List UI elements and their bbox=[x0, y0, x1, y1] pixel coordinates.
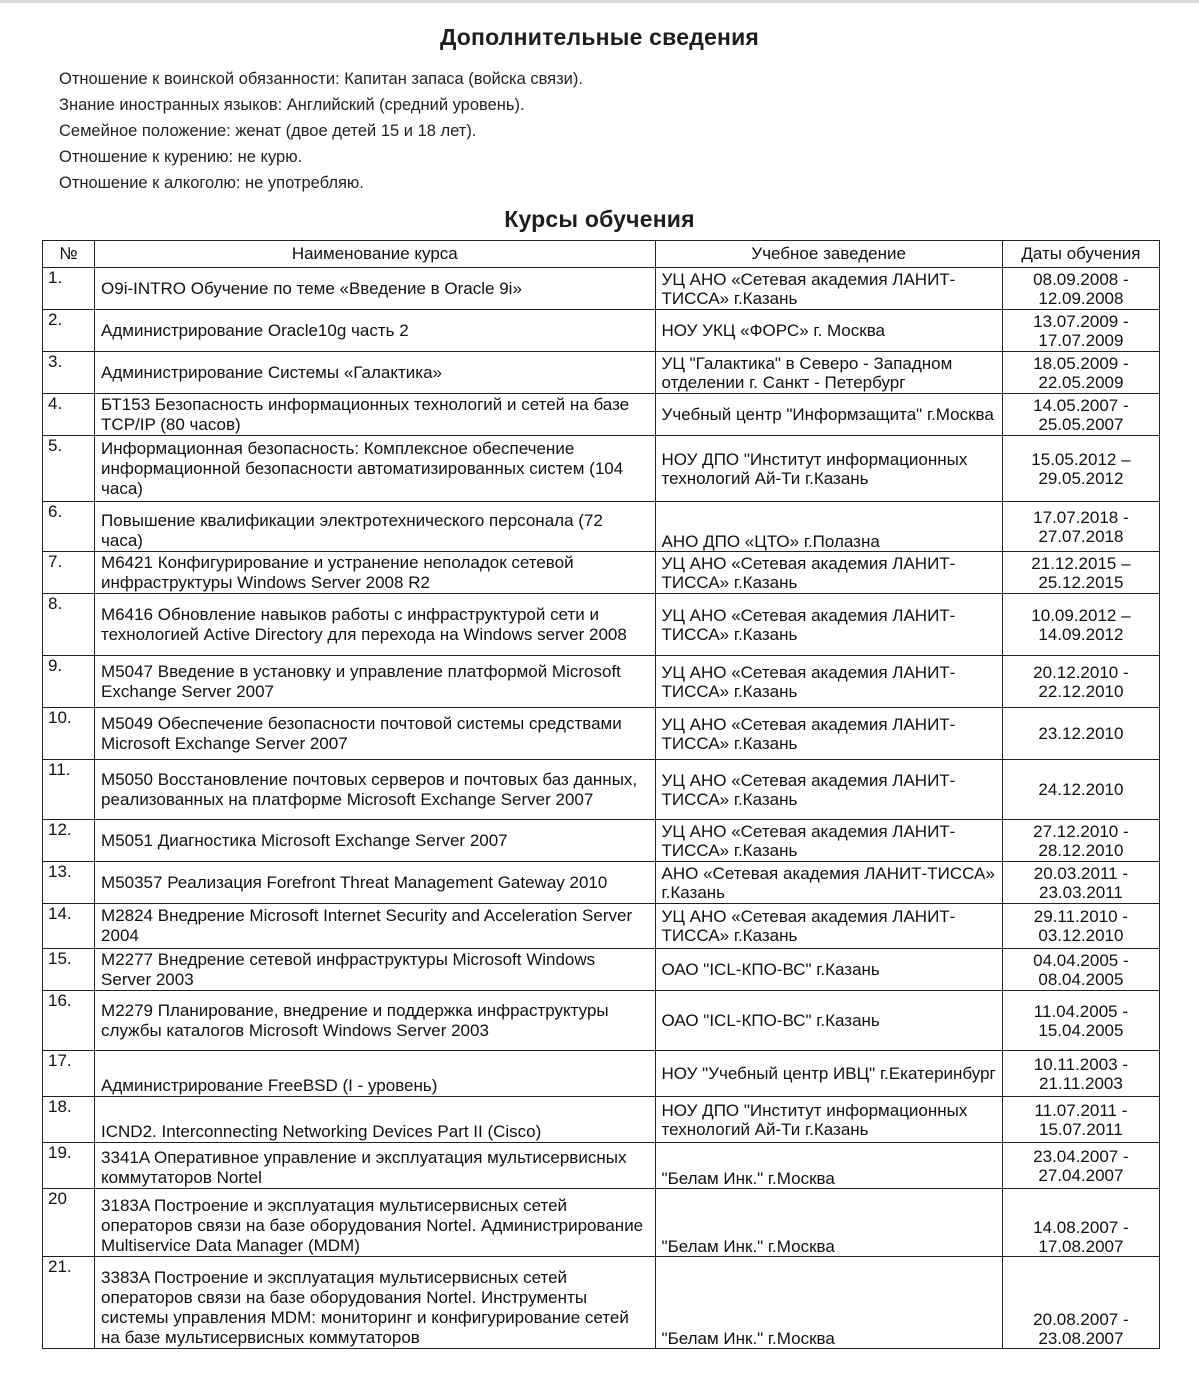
row-number: 9. bbox=[43, 656, 95, 708]
table-row bbox=[43, 394, 1160, 436]
header-institution: Учебное заведение bbox=[655, 241, 1002, 268]
course-name: M2277 Внедрение сетевой инфраструктуры Microsoft Windows Server 2003 bbox=[95, 949, 656, 991]
course-name: M6416 Обновление навыков работы с инфраструктурой сети и технологией Active Directory для перехода на Windows server 2008 bbox=[95, 594, 656, 656]
table-row bbox=[43, 904, 1160, 949]
row-number: 16. bbox=[43, 991, 95, 1051]
table-row bbox=[43, 1257, 1160, 1349]
institution: Учебный центр "Информзащита" г.Москва bbox=[655, 394, 1002, 436]
table-row bbox=[43, 656, 1160, 708]
row-number: 15. bbox=[43, 949, 95, 991]
institution: НОУ ДПО "Институт информационных технологий Ай-Ти г.Казань bbox=[655, 1097, 1002, 1143]
institution: УЦ АНО «Сетевая академия ЛАНИТ-ТИССА» г.Казань bbox=[655, 820, 1002, 862]
section-title-additional-info: Дополнительные сведения bbox=[439, 24, 760, 50]
course-name: ICND2. Interconnecting Networking Devices Part II (Cisco) bbox=[95, 1097, 656, 1143]
row-number: 19. bbox=[43, 1143, 95, 1189]
course-name: Администрирование FreeBSD (I - уровень) bbox=[95, 1051, 656, 1097]
institution: УЦ АНО «Сетевая академия ЛАНИТ-ТИССА» г.Казань bbox=[655, 656, 1002, 708]
table-row bbox=[43, 1097, 1160, 1143]
row-number: 14. bbox=[43, 904, 95, 949]
table-row bbox=[43, 1143, 1160, 1189]
row-number: 20 bbox=[43, 1189, 95, 1257]
course-dates: 27.12.2010 - 28.12.2010 bbox=[1002, 820, 1159, 862]
table-row bbox=[43, 949, 1160, 991]
table-row bbox=[43, 594, 1160, 656]
row-number: 17. bbox=[43, 1051, 95, 1097]
institution: "Белам Инк." г.Москва bbox=[655, 1257, 1002, 1349]
course-name: M5051 Диагностика Microsoft Exchange Server 2007 bbox=[95, 820, 656, 862]
table-row bbox=[43, 1189, 1160, 1257]
course-name: 3383A Построение и эксплуатация мультисервисных сетей операторов связи на базе оборудования Nortel. Инструменты системы управления MDM: мониторинг и конфигурирование сетей на базе мультисервисных коммутаторов bbox=[95, 1257, 656, 1349]
institution: УЦ АНО «Сетевая академия ЛАНИТ-ТИССА» г.Казань bbox=[655, 268, 1002, 310]
institution: УЦ АНО «Сетевая академия ЛАНИТ-ТИССА» г.Казань bbox=[655, 760, 1002, 820]
row-number: 1. bbox=[43, 268, 95, 310]
institution: ОАО "ICL-КПО-ВС" г.Казань bbox=[655, 991, 1002, 1051]
course-name: Администрирование Oracle10g часть 2 bbox=[95, 310, 656, 352]
table-row bbox=[43, 310, 1160, 352]
info-line-smoking: Отношение к курению: не курю. bbox=[59, 148, 303, 166]
course-dates: 10.11.2003 - 21.11.2003 bbox=[1002, 1051, 1159, 1097]
course-dates: 08.09.2008 - 12.09.2008 bbox=[1002, 268, 1159, 310]
info-line-family: Семейное положение: женат (двое детей 15 и 18 лет). bbox=[59, 122, 477, 140]
row-number: 6. bbox=[43, 502, 95, 552]
course-dates: 11.07.2011 - 15.07.2011 bbox=[1002, 1097, 1159, 1143]
table-row bbox=[43, 552, 1160, 594]
course-dates: 24.12.2010 bbox=[1002, 760, 1159, 820]
course-name: Повышение квалификации электротехнического персонала (72 часа) bbox=[95, 502, 656, 552]
course-dates: 13.07.2009 - 17.07.2009 bbox=[1002, 310, 1159, 352]
institution: УЦ АНО «Сетевая академия ЛАНИТ-ТИССА» г.Казань bbox=[655, 708, 1002, 760]
row-number: 2. bbox=[43, 310, 95, 352]
course-dates: 20.08.2007 - 23.08.2007 bbox=[1002, 1257, 1159, 1349]
table-row bbox=[43, 352, 1160, 394]
row-number: 13. bbox=[43, 862, 95, 904]
institution: УЦ АНО «Сетевая академия ЛАНИТ-ТИССА» г.Казань bbox=[655, 904, 1002, 949]
header-course: Наименование курса bbox=[95, 241, 656, 268]
course-name: M2279 Планирование, внедрение и поддержка инфраструктуры службы каталогов Microsoft Windows Server 2003 bbox=[95, 991, 656, 1051]
course-name: 3183A Построение и эксплуатация мультисервисных сетей операторов связи на базе оборудования Nortel. Администрирование Multiservice Data Manager (MDM) bbox=[95, 1189, 656, 1257]
info-line-alcohol: Отношение к алкоголю: не употребляю. bbox=[59, 174, 364, 192]
course-dates: 10.09.2012 – 14.09.2012 bbox=[1002, 594, 1159, 656]
course-name: M2824 Внедрение Microsoft Internet Security and Acceleration Server 2004 bbox=[95, 904, 656, 949]
row-number: 4. bbox=[43, 394, 95, 436]
course-dates: 23.12.2010 bbox=[1002, 708, 1159, 760]
table-row bbox=[43, 436, 1160, 502]
course-name: M5050 Восстановление почтовых серверов и почтовых баз данных, реализованных на платформе Microsoft Exchange Server 2007 bbox=[95, 760, 656, 820]
course-dates: 15.05.2012 – 29.05.2012 bbox=[1002, 436, 1159, 502]
info-line-military: Отношение к воинской обязанности: Капитан запаса (войска связи). bbox=[59, 70, 583, 88]
table-header-row bbox=[43, 241, 1160, 268]
table-row bbox=[43, 268, 1160, 310]
header-dates: Даты обучения bbox=[1002, 241, 1159, 268]
additional-info-list bbox=[59, 66, 583, 196]
course-dates: 18.05.2009 - 22.05.2009 bbox=[1002, 352, 1159, 394]
table-row bbox=[43, 708, 1160, 760]
course-dates: 23.04.2007 - 27.04.2007 bbox=[1002, 1143, 1159, 1189]
header-number: № bbox=[43, 241, 95, 268]
table-row bbox=[43, 1051, 1160, 1097]
institution: НОУ ДПО "Институт информационных технологий Ай-Ти г.Казань bbox=[655, 436, 1002, 502]
institution: ОАО "ICL-КПО-ВС" г.Казань bbox=[655, 949, 1002, 991]
row-number: 8. bbox=[43, 594, 95, 656]
course-dates: 11.04.2005 - 15.04.2005 bbox=[1002, 991, 1159, 1051]
row-number: 11. bbox=[43, 760, 95, 820]
institution: "Белам Инк." г.Москва bbox=[655, 1143, 1002, 1189]
row-number: 7. bbox=[43, 552, 95, 594]
institution: УЦ "Галактика" в Северо - Западном отделении г. Санкт - Петербург bbox=[655, 352, 1002, 394]
table-row bbox=[43, 820, 1160, 862]
course-name: M5049 Обеспечение безопасности почтовой системы средствами Microsoft Exchange Server 2007 bbox=[95, 708, 656, 760]
institution: АНО «Сетевая академия ЛАНИТ-ТИССА» г.Казань bbox=[655, 862, 1002, 904]
institution: УЦ АНО «Сетевая академия ЛАНИТ-ТИССА» г.Казань bbox=[655, 594, 1002, 656]
course-dates: 21.12.2015 – 25.12.2015 bbox=[1002, 552, 1159, 594]
institution: "Белам Инк." г.Москва bbox=[655, 1189, 1002, 1257]
course-name: Информационная безопасность: Комплексное обеспечение информационной безопасности автоматизированных систем (104 часа) bbox=[95, 436, 656, 502]
course-name: БТ153 Безопасность информационных технологий и сетей на базе TCP/IP (80 часов) bbox=[95, 394, 656, 436]
institution: НОУ "Учебный центр ИВЦ" г.Екатеринбург bbox=[655, 1051, 1002, 1097]
row-number: 5. bbox=[43, 436, 95, 502]
course-name: Администрирование Системы «Галактика» bbox=[95, 352, 656, 394]
course-dates: 20.03.2011 - 23.03.2011 bbox=[1002, 862, 1159, 904]
course-dates: 14.05.2007 - 25.05.2007 bbox=[1002, 394, 1159, 436]
institution: АНО ДПО «ЦТО» г.Полазна bbox=[655, 502, 1002, 552]
course-name: 3341A Оперативное управление и эксплуатация мультисервисных коммутаторов Nortel bbox=[95, 1143, 656, 1189]
table-row bbox=[43, 502, 1160, 552]
top-divider bbox=[0, 0, 1199, 3]
institution: НОУ УКЦ «ФОРС» г. Москва bbox=[655, 310, 1002, 352]
course-name: M50357 Реализация Forefront Threat Management Gateway 2010 bbox=[95, 862, 656, 904]
courses-table-body bbox=[43, 268, 1160, 1349]
course-dates: 14.08.2007 - 17.08.2007 bbox=[1002, 1189, 1159, 1257]
course-name: M5047 Введение в установку и управление платформой Microsoft Exchange Server 2007 bbox=[95, 656, 656, 708]
row-number: 12. bbox=[43, 820, 95, 862]
row-number: 21. bbox=[43, 1257, 95, 1349]
course-name: O9i-INTRO Обучение по теме «Введение в Oracle 9i» bbox=[95, 268, 656, 310]
course-name: M6421 Конфигурирование и устранение неполадок сетевой инфраструктуры Windows Server 2008 R2 bbox=[95, 552, 656, 594]
course-dates: 29.11.2010 - 03.12.2010 bbox=[1002, 904, 1159, 949]
course-dates: 17.07.2018 - 27.07.2018 bbox=[1002, 502, 1159, 552]
course-dates: 04.04.2005 - 08.04.2005 bbox=[1002, 949, 1159, 991]
table-row bbox=[43, 862, 1160, 904]
courses-table bbox=[42, 240, 1160, 1349]
institution: УЦ АНО «Сетевая академия ЛАНИТ-ТИССА» г.Казань bbox=[655, 552, 1002, 594]
section-title-courses: Курсы обучения bbox=[504, 206, 695, 232]
row-number: 10. bbox=[43, 708, 95, 760]
info-line-languages: Знание иностранных языков: Английский (средний уровень). bbox=[59, 96, 525, 114]
table-row bbox=[43, 760, 1160, 820]
row-number: 3. bbox=[43, 352, 95, 394]
table-row bbox=[43, 991, 1160, 1051]
course-dates: 20.12.2010 - 22.12.2010 bbox=[1002, 656, 1159, 708]
row-number: 18. bbox=[43, 1097, 95, 1143]
